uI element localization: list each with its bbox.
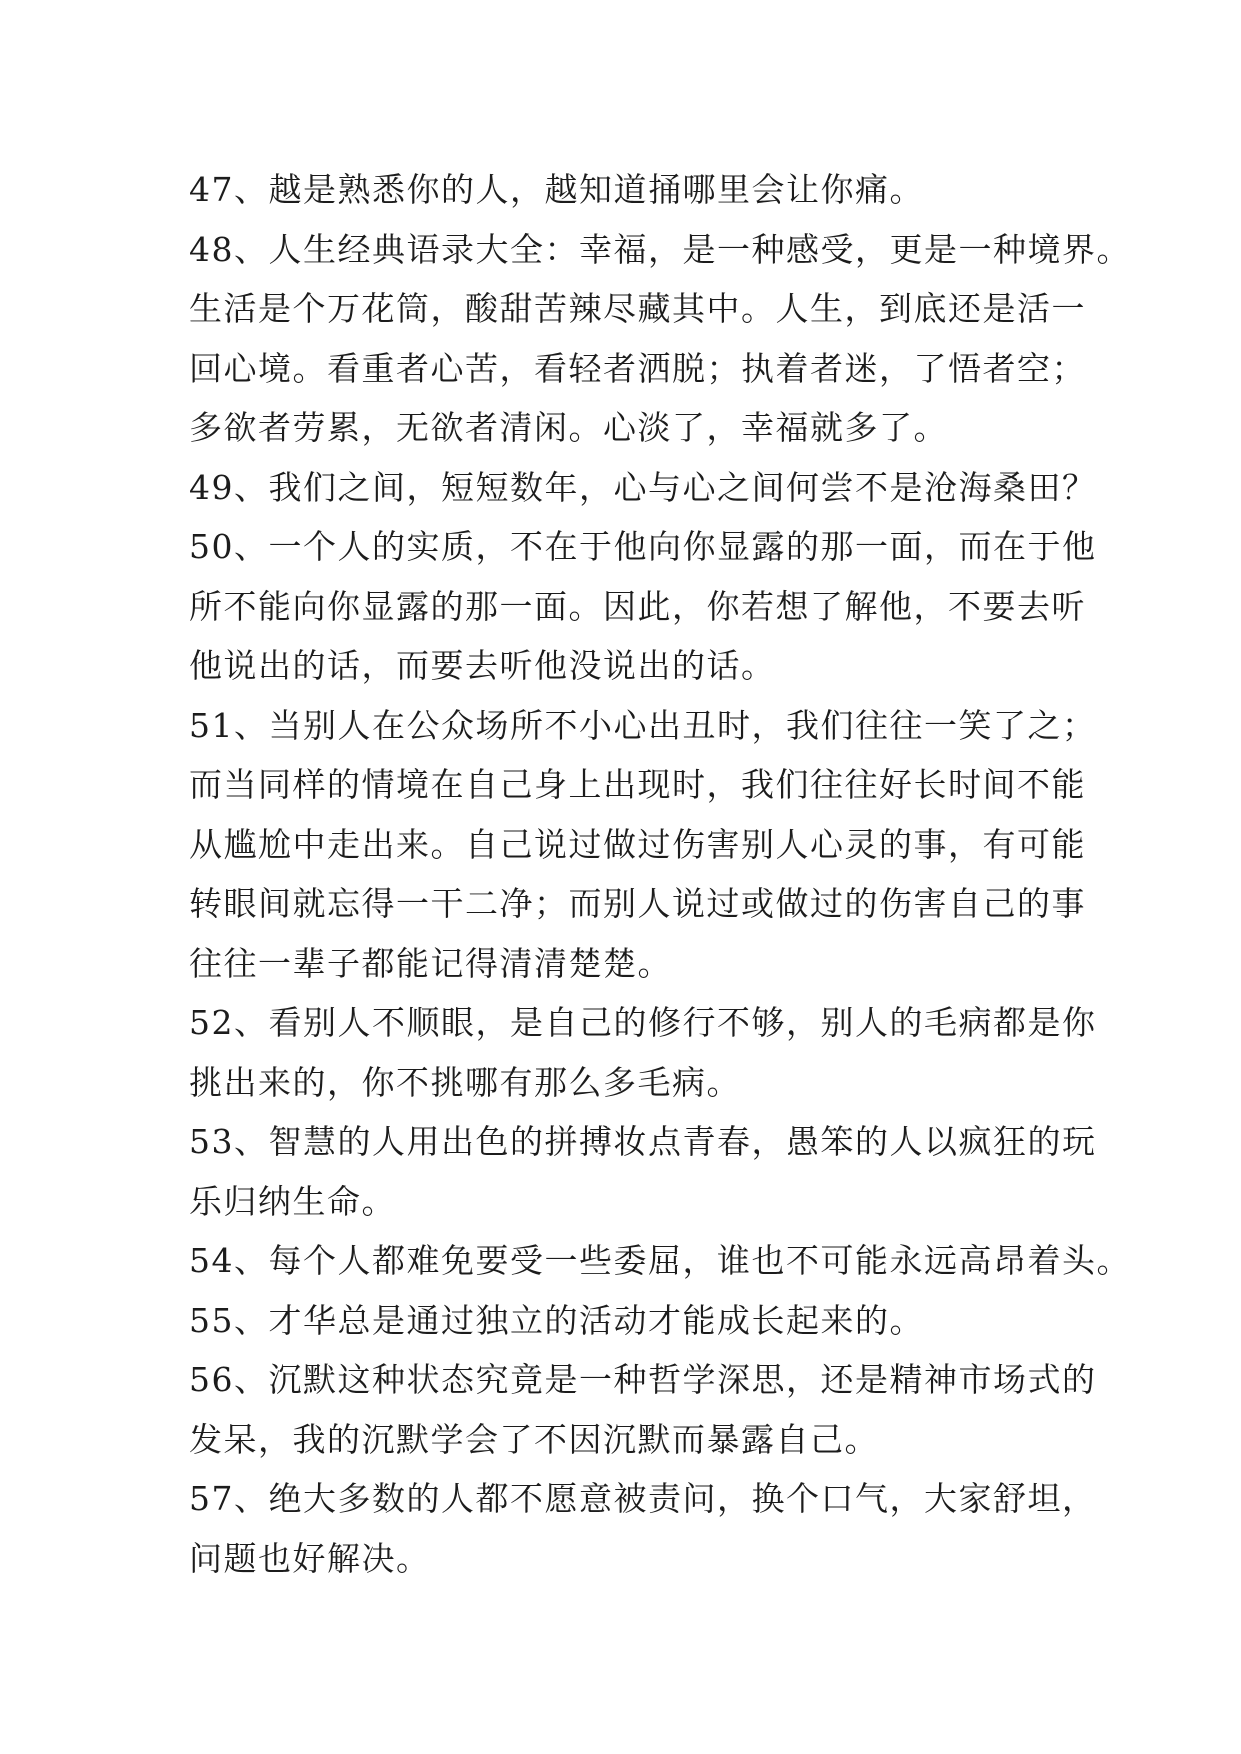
- text-line: 回心境。看重者心苦，看轻者洒脱；执着者迷，了悟者空；: [189, 348, 1086, 388]
- text-line: 48、人生经典语录大全：幸福，是一种感受，更是一种境界。: [189, 229, 1131, 269]
- text-line: 57、绝大多数的人都不愿意被责问，换个口气，大家舒坦，: [189, 1479, 1097, 1518]
- text-line: 51、当别人在公众场所不小心出丑时，我们往往一笑了之；: [189, 705, 1097, 745]
- text-line: 而当同样的情境在自己身上出现时，我们往往好长时间不能: [189, 765, 1086, 804]
- text-line: 所不能向你显露的那一面。因此，你若想了解他，不要去听: [189, 586, 1086, 626]
- text-line: 挑出来的，你不挑哪有那么多毛病。: [189, 1062, 741, 1102]
- text-line: 转眼间就忘得一干二净；而别人说过或做过的伤害自己的事: [189, 884, 1086, 923]
- text-line: 53、智慧的人用出色的拼搏妆点青春，愚笨的人以疯狂的玩: [189, 1122, 1097, 1161]
- text-line: 从尴尬中走出来。自己说过做过伤害别人心灵的事，有可能: [189, 824, 1086, 864]
- text-line: 49、我们之间，短短数年，心与心之间何尝不是沧海桑田？: [189, 467, 1097, 507]
- text-line: 他说出的话，而要去听他没说出的话。: [189, 646, 776, 685]
- text-line: 往往一辈子都能记得清清楚楚。: [189, 943, 672, 983]
- text-line: 54、每个人都难免要受一些委屈，谁也不可能永远高昂着头。: [189, 1241, 1131, 1280]
- text-line: 55、才华总是通过独立的活动才能成长起来的。: [189, 1300, 924, 1340]
- text-line: 56、沉默这种状态究竟是一种哲学深思，还是精神市场式的: [189, 1360, 1097, 1399]
- text-line: 乐归纳生命。: [189, 1181, 396, 1221]
- text-line: 50、一个人的实质，不在于他向你显露的那一面，而在于他: [189, 527, 1097, 566]
- text-line: 多欲者劳累，无欲者清闲。心淡了，幸福就多了。: [189, 408, 948, 447]
- text-line: 发呆，我的沉默学会了不因沉默而暴露自己。: [189, 1419, 879, 1459]
- text-line: 问题也好解决。: [189, 1538, 431, 1578]
- text-line: 47、越是熟悉你的人，越知道捅哪里会让你痛。: [189, 170, 924, 209]
- text-line: 52、看别人不顺眼，是自己的修行不够，别人的毛病都是你: [189, 1003, 1097, 1042]
- text-line: 生活是个万花筒，酸甜苦辣尽藏其中。人生，到底还是活一: [189, 289, 1086, 328]
- quote-text-block: [189, 160, 1131, 1588]
